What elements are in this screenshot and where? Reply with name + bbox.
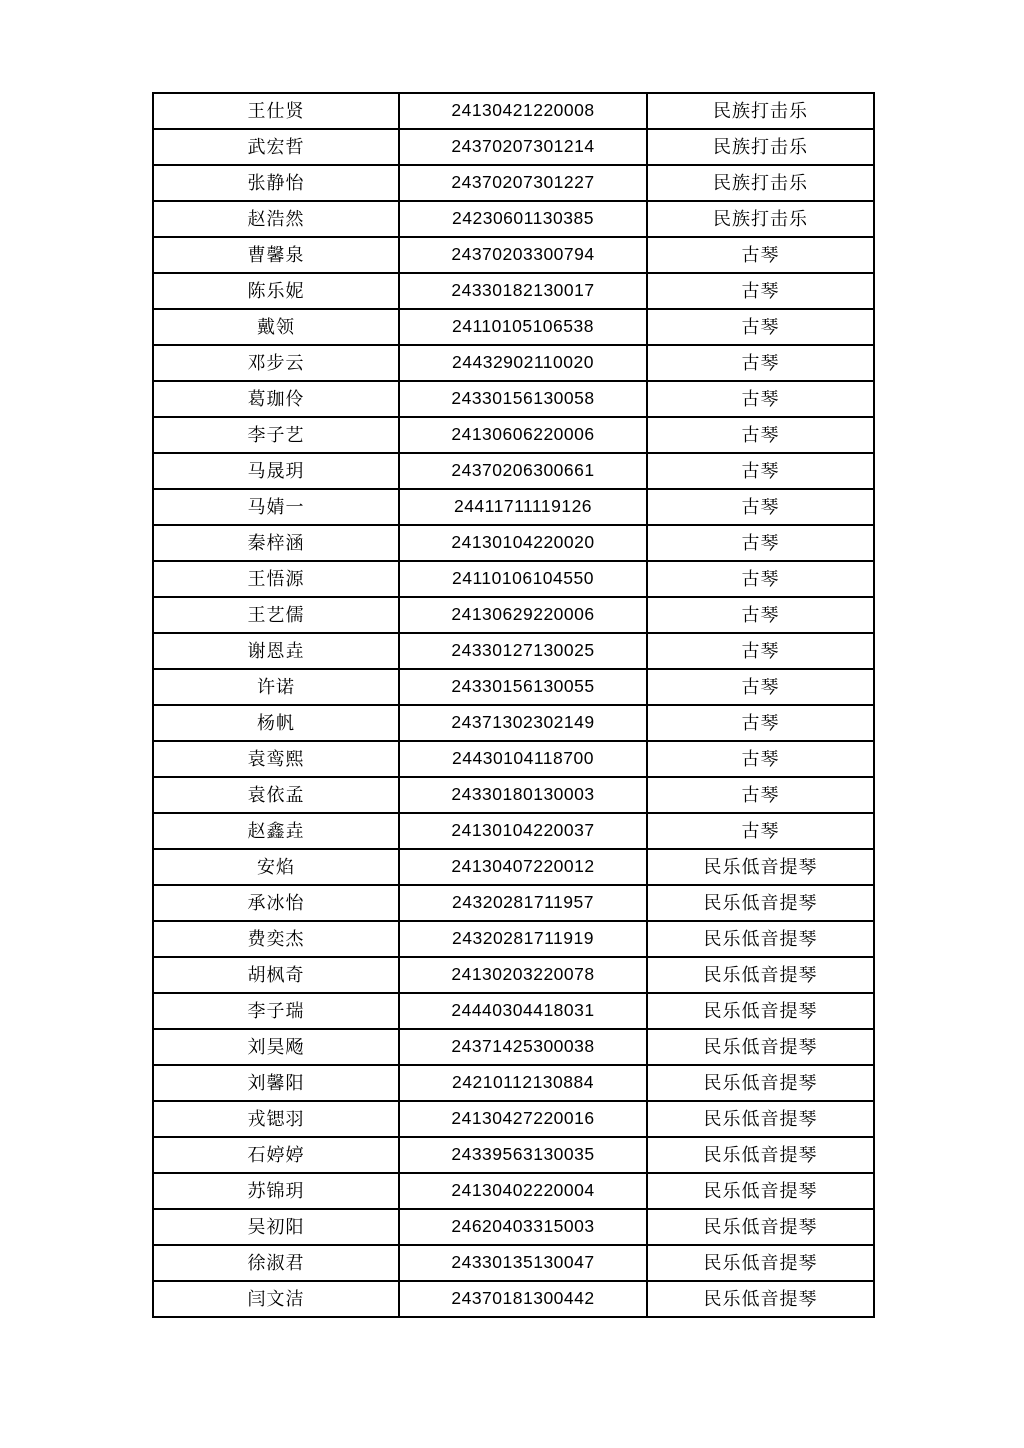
instrument-category-cell: 古琴 [647,597,874,633]
student-id-cell: 24130421220008 [399,93,647,129]
instrument-category-cell: 民乐低音提琴 [647,849,874,885]
student-id-cell: 24130402220004 [399,1173,647,1209]
instrument-category-cell: 古琴 [647,237,874,273]
instrument-category-cell: 民乐低音提琴 [647,1101,874,1137]
student-name-cell: 王仕贤 [153,93,399,129]
table-row [153,201,874,237]
instrument-category-cell: 古琴 [647,813,874,849]
table-row [153,453,874,489]
instrument-category-cell: 民族打击乐 [647,165,874,201]
instrument-category-cell: 民乐低音提琴 [647,1209,874,1245]
table-row [153,741,874,777]
table-row [153,669,874,705]
instrument-category-cell: 古琴 [647,309,874,345]
student-name-cell: 马婧一 [153,489,399,525]
student-id-cell: 24620403315003 [399,1209,647,1245]
student-id-cell: 24110105106538 [399,309,647,345]
student-id-cell: 24370203300794 [399,237,647,273]
student-id-cell: 24320281711919 [399,921,647,957]
instrument-category-cell: 古琴 [647,777,874,813]
student-id-cell: 24339563130035 [399,1137,647,1173]
student-name-cell: 戴领 [153,309,399,345]
student-name-cell: 赵浩然 [153,201,399,237]
table-row [153,777,874,813]
instrument-category-cell: 民族打击乐 [647,201,874,237]
student-name-cell: 杨帆 [153,705,399,741]
student-id-cell: 24430104118700 [399,741,647,777]
instrument-category-cell: 民乐低音提琴 [647,1029,874,1065]
table-row [153,849,874,885]
student-name-cell: 刘馨阳 [153,1065,399,1101]
table-row [153,921,874,957]
table-row [153,561,874,597]
student-id-cell: 24130203220078 [399,957,647,993]
student-name-cell: 胡枫奇 [153,957,399,993]
instrument-category-cell: 古琴 [647,561,874,597]
student-id-cell: 24411711119126 [399,489,647,525]
instrument-category-cell: 古琴 [647,345,874,381]
student-name-cell: 吴初阳 [153,1209,399,1245]
instrument-category-cell: 古琴 [647,525,874,561]
student-id-cell: 24320281711957 [399,885,647,921]
student-id-cell: 24130629220006 [399,597,647,633]
student-name-cell: 谢恩垚 [153,633,399,669]
student-id-cell: 24330135130047 [399,1245,647,1281]
table-row [153,1065,874,1101]
instrument-category-cell: 古琴 [647,417,874,453]
table-row [153,885,874,921]
student-name-cell: 李子瑞 [153,993,399,1029]
table-row [153,525,874,561]
student-name-cell: 秦梓涵 [153,525,399,561]
student-id-cell: 24210112130884 [399,1065,647,1101]
table-row [153,381,874,417]
student-name-cell: 陈乐妮 [153,273,399,309]
table-row [153,957,874,993]
instrument-category-cell: 民乐低音提琴 [647,1281,874,1317]
table-row [153,1245,874,1281]
student-name-cell: 闫文洁 [153,1281,399,1317]
student-name-cell: 戎锶羽 [153,1101,399,1137]
student-name-cell: 安焰 [153,849,399,885]
table-row [153,237,874,273]
student-id-cell: 24370181300442 [399,1281,647,1317]
instrument-category-cell: 古琴 [647,669,874,705]
table-row [153,93,874,129]
student-name-cell: 袁依孟 [153,777,399,813]
table-row [153,1209,874,1245]
table-row [153,345,874,381]
table-row [153,273,874,309]
instrument-category-cell: 民乐低音提琴 [647,993,874,1029]
student-id-cell: 24130606220006 [399,417,647,453]
table-row [153,417,874,453]
table-row [153,993,874,1029]
instrument-category-cell: 民乐低音提琴 [647,1065,874,1101]
student-id-cell: 24371425300038 [399,1029,647,1065]
student-name-cell: 葛珈伶 [153,381,399,417]
student-name-cell: 王悟源 [153,561,399,597]
student-name-cell: 徐淑君 [153,1245,399,1281]
student-id-cell: 24370207301214 [399,129,647,165]
student-id-cell: 24330182130017 [399,273,647,309]
student-name-cell: 费奕杰 [153,921,399,957]
table-row [153,489,874,525]
instrument-category-cell: 民乐低音提琴 [647,1245,874,1281]
student-name-cell: 赵鑫垚 [153,813,399,849]
table-row [153,1281,874,1317]
student-name-cell: 李子艺 [153,417,399,453]
table-row [153,309,874,345]
instrument-category-cell: 民族打击乐 [647,93,874,129]
table-row [153,705,874,741]
table-row [153,597,874,633]
student-name-cell: 许诺 [153,669,399,705]
student-id-cell: 24370207301227 [399,165,647,201]
roster-table-body [153,93,874,1317]
student-id-cell: 24130104220037 [399,813,647,849]
student-id-cell: 24230601130385 [399,201,647,237]
instrument-category-cell: 民乐低音提琴 [647,1137,874,1173]
student-id-cell: 24370206300661 [399,453,647,489]
student-id-cell: 24330156130058 [399,381,647,417]
student-name-cell: 马晟玥 [153,453,399,489]
student-id-cell: 24110106104550 [399,561,647,597]
instrument-category-cell: 古琴 [647,489,874,525]
student-id-cell: 24371302302149 [399,705,647,741]
instrument-category-cell: 古琴 [647,381,874,417]
student-name-cell: 袁鸾熙 [153,741,399,777]
student-id-cell: 24330156130055 [399,669,647,705]
instrument-category-cell: 民乐低音提琴 [647,921,874,957]
table-row [153,633,874,669]
student-name-cell: 曹馨泉 [153,237,399,273]
student-id-cell: 24330127130025 [399,633,647,669]
student-id-cell: 24330180130003 [399,777,647,813]
instrument-category-cell: 古琴 [647,705,874,741]
student-name-cell: 张静怡 [153,165,399,201]
student-name-cell: 武宏哲 [153,129,399,165]
student-name-cell: 石婷婷 [153,1137,399,1173]
student-roster-table [152,92,875,1318]
student-id-cell: 24130427220016 [399,1101,647,1137]
table-row [153,1173,874,1209]
instrument-category-cell: 民乐低音提琴 [647,1173,874,1209]
instrument-category-cell: 古琴 [647,741,874,777]
table-row [153,129,874,165]
student-id-cell: 24440304418031 [399,993,647,1029]
instrument-category-cell: 民乐低音提琴 [647,885,874,921]
instrument-category-cell: 古琴 [647,633,874,669]
student-name-cell: 邓步云 [153,345,399,381]
student-name-cell: 苏锦玥 [153,1173,399,1209]
instrument-category-cell: 古琴 [647,273,874,309]
student-id-cell: 24130407220012 [399,849,647,885]
instrument-category-cell: 民乐低音提琴 [647,957,874,993]
student-id-cell: 24130104220020 [399,525,647,561]
table-row [153,1029,874,1065]
student-id-cell: 24432902110020 [399,345,647,381]
table-row [153,165,874,201]
table-row [153,813,874,849]
table-row [153,1137,874,1173]
student-name-cell: 刘昊飏 [153,1029,399,1065]
student-name-cell: 王艺儒 [153,597,399,633]
table-row [153,1101,874,1137]
instrument-category-cell: 古琴 [647,453,874,489]
student-name-cell: 承冰怡 [153,885,399,921]
instrument-category-cell: 民族打击乐 [647,129,874,165]
